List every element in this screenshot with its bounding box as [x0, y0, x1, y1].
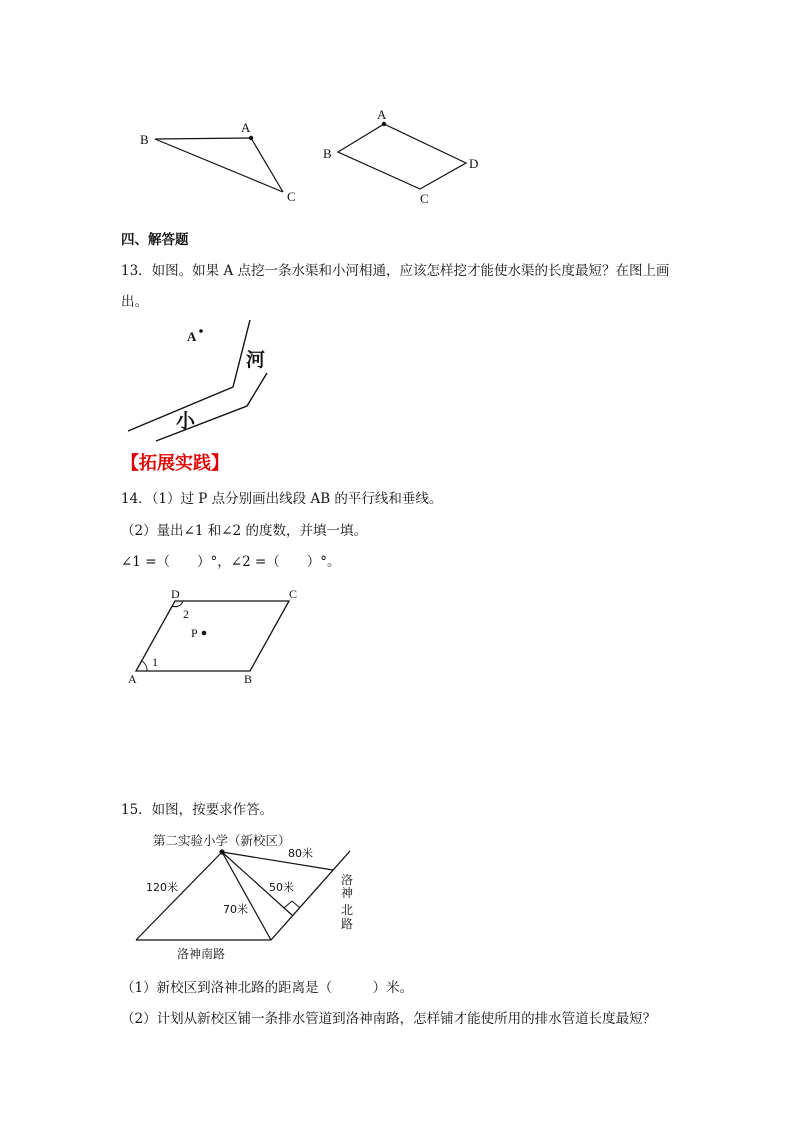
q14-label-a: A [128, 672, 137, 686]
distance-50m: 50米 [269, 881, 294, 894]
road-north-char: 洛 [341, 873, 354, 887]
q13-text-line2: 出。 [121, 294, 148, 310]
distance-80m: 80米 [288, 847, 313, 860]
triangle-label-c: C [287, 189, 296, 204]
parallelogram-label-d: D [469, 156, 479, 171]
q14-label-c: C [289, 587, 298, 601]
q14-text-line2: （2）量出∠1 和∠2 的度数，并填一填。 [121, 523, 367, 539]
distance-120m: 120米 [146, 881, 178, 894]
school-point [219, 849, 224, 854]
parallelogram-label-c: C [420, 191, 429, 206]
q15-map-lines [136, 851, 350, 940]
q14-text-line1: 14．（1）过 P 点分别画出线段 AB 的平行线和垂线。 [121, 491, 443, 507]
road-north-label [341, 873, 353, 931]
parallelogram-label-b: B [323, 146, 332, 161]
triangle-label-b: B [140, 132, 149, 147]
school-label: 第二实验小学（新校区） [153, 833, 291, 848]
q15-sub1: （1）新校区到洛神北路的距离是（ ）米。 [121, 980, 414, 996]
section-heading: 四、解答题 [121, 232, 189, 248]
parallelogram-label-a: A [377, 107, 387, 122]
q14-label-d: D [171, 587, 180, 601]
q14-angle-2: 2 [183, 607, 189, 621]
extension-heading: 【拓展实践】 [121, 453, 229, 474]
point-a-label: A [187, 329, 197, 344]
road-north-char: 路 [341, 917, 354, 931]
q14-text-line3: ∠1 =（ ）°，∠2 =（ ）°。 [121, 554, 341, 570]
road-south-label: 洛神南路 [177, 947, 226, 961]
distance-70m: 70米 [223, 903, 248, 916]
q13-text-line1: 13．如图。如果 A 点挖一条水渠和小河相通，应该怎样挖才能使水渠的长度最短？在图上画 [121, 263, 670, 279]
river-label-he: 河 [246, 349, 266, 371]
q15-text-line1: 15．如图，按要求作答。 [121, 802, 274, 818]
q14-angle-1: 1 [152, 655, 158, 669]
q14-label-p: P [191, 626, 198, 640]
q15-sub2: （2）计划从新校区铺一条排水管道到洛神南路，怎样铺才能使所用的排水管道长度最短？ [121, 1011, 657, 1027]
q14-label-b: B [244, 672, 253, 686]
river-label-xiao: 小 [176, 410, 196, 432]
road-north-char: 北 [341, 903, 354, 917]
triangle-label-a: A [241, 120, 251, 135]
road-north-char: 神 [341, 886, 354, 900]
